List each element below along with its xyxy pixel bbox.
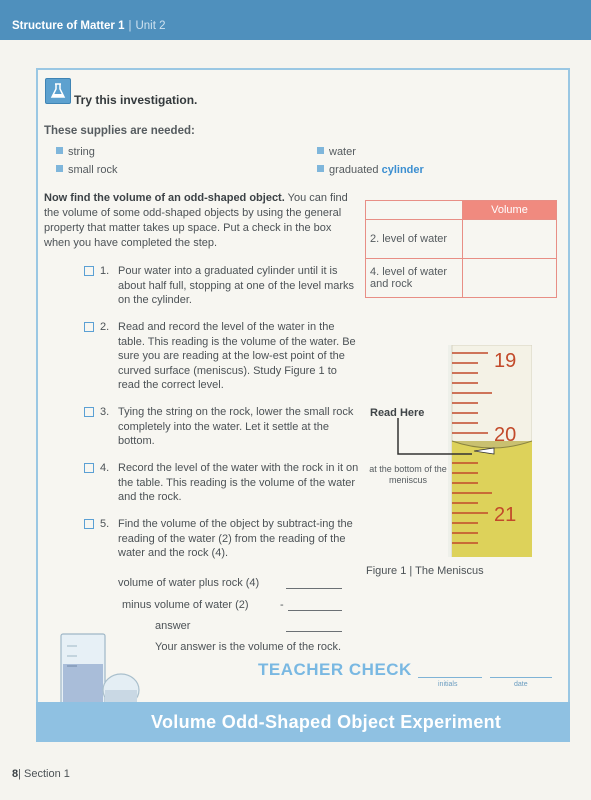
header-title-group	[12, 20, 166, 32]
bullet-icon	[56, 165, 63, 172]
teacher-check-label: TEACHER CHECK	[258, 660, 412, 679]
footer-section: Section 1	[24, 768, 70, 780]
date-caption: date	[514, 681, 528, 688]
meniscus-note: at the bottom of the meniscus	[369, 464, 447, 485]
calc-blank-2[interactable]	[288, 610, 342, 611]
scale-label: 19	[494, 350, 517, 372]
step-checkbox[interactable]	[84, 266, 94, 276]
calc-line-1: volume of water plus rock (4)	[118, 577, 260, 589]
table-row-label: 4. level of water and rock	[366, 259, 463, 298]
step-text: Record the level of the water with the rock in it on the table. This reading is the volume of the water and the rock.	[118, 462, 359, 503]
calc-note: Your answer is the volume of the rock.	[155, 641, 342, 653]
table-row	[366, 259, 557, 298]
experiment-banner	[36, 702, 570, 742]
supply-item	[56, 164, 118, 176]
table-row-label: 2. level of water	[366, 220, 463, 259]
step-2	[84, 320, 359, 393]
minus-sign: -	[280, 599, 284, 611]
scale-label: 20	[494, 424, 517, 446]
step-checkbox[interactable]	[84, 407, 94, 417]
step-text: Find the volume of the object by subtract-ing the reading of the water (2) from the reading of the water and the rock (4).	[118, 518, 353, 559]
beaker-illustration	[55, 622, 145, 714]
header-separator: |	[128, 20, 132, 32]
calc-blank-3[interactable]	[286, 631, 342, 632]
footer-separator: |	[18, 768, 21, 780]
intro-text: You can find the volume of some odd-shaped objects by using the general property that matter takes up space. Put a check in the box when you have completed the step.	[44, 192, 348, 249]
step-5	[84, 517, 359, 561]
supply-label: string	[68, 146, 95, 158]
supply-item	[317, 146, 356, 158]
bullet-icon	[317, 165, 324, 172]
supply-item	[56, 146, 95, 158]
supplies-heading: These supplies are needed:	[44, 125, 195, 137]
banner-title: Volume Odd-Shaped Object Experiment	[151, 712, 502, 732]
calc-blank-1[interactable]	[286, 588, 342, 589]
bullet-icon	[317, 147, 324, 154]
table-header-blank	[366, 201, 463, 220]
header-unit: Unit 2	[135, 20, 166, 32]
supply-label: small rock	[68, 164, 118, 176]
step-checkbox[interactable]	[84, 519, 94, 529]
table-row	[366, 220, 557, 259]
page-number: 8	[12, 768, 19, 780]
volume-entry-cell[interactable]	[463, 259, 557, 298]
step-text: Tying the string on the rock, lower the small rock completely into the water. Let it settle at the bottom.	[118, 406, 354, 447]
scale-label: 21	[494, 504, 517, 526]
step-text: Read and record the level of the water in the table. This reading is the volume of the water. Be sure you are reading at the low-est point of the curved surface (meniscus). Study Figure 1 to read the correct level.	[118, 321, 356, 391]
step-number: 5.	[100, 518, 110, 530]
step-number: 2.	[100, 321, 110, 333]
step-number: 4.	[100, 462, 110, 474]
step-number: 1.	[100, 265, 110, 277]
supply-label: graduated	[329, 164, 379, 176]
step-4	[84, 461, 359, 505]
intro-bold: Now find the volume of an odd-shaped object.	[44, 192, 285, 204]
beaker-liquid	[63, 664, 103, 706]
step-checkbox[interactable]	[84, 322, 94, 332]
supply-item	[317, 164, 424, 176]
supply-highlight: cylinder	[381, 164, 424, 176]
calc-line-3: answer	[155, 620, 191, 632]
read-here-label: Read Here	[370, 407, 425, 419]
read-here-connector	[396, 418, 476, 462]
volume-table	[365, 200, 557, 298]
page-header	[0, 0, 591, 40]
calc-line-2: minus volume of water (2)	[122, 599, 249, 611]
step-1	[84, 264, 359, 308]
initials-caption: initials	[438, 681, 458, 688]
bullet-icon	[56, 147, 63, 154]
table-header-volume: Volume	[463, 201, 557, 220]
initials-line[interactable]	[418, 677, 482, 678]
step-number: 3.	[100, 406, 110, 418]
step-text: Pour water into a graduated cylinder until it is about half full, stopping at one of the level marks on the cylinder.	[118, 265, 355, 306]
step-3	[84, 405, 359, 449]
volume-entry-cell[interactable]	[463, 220, 557, 259]
page-footer	[12, 768, 70, 780]
date-line[interactable]	[490, 677, 552, 678]
step-checkbox[interactable]	[84, 463, 94, 473]
intro-paragraph	[44, 191, 359, 251]
figure-caption: Figure 1 | The Meniscus	[366, 565, 484, 577]
investigation-heading: Try this investigation.	[74, 93, 198, 107]
supply-label: water	[329, 146, 356, 158]
flask-icon	[45, 78, 71, 104]
header-title: Structure of Matter 1	[12, 20, 125, 32]
